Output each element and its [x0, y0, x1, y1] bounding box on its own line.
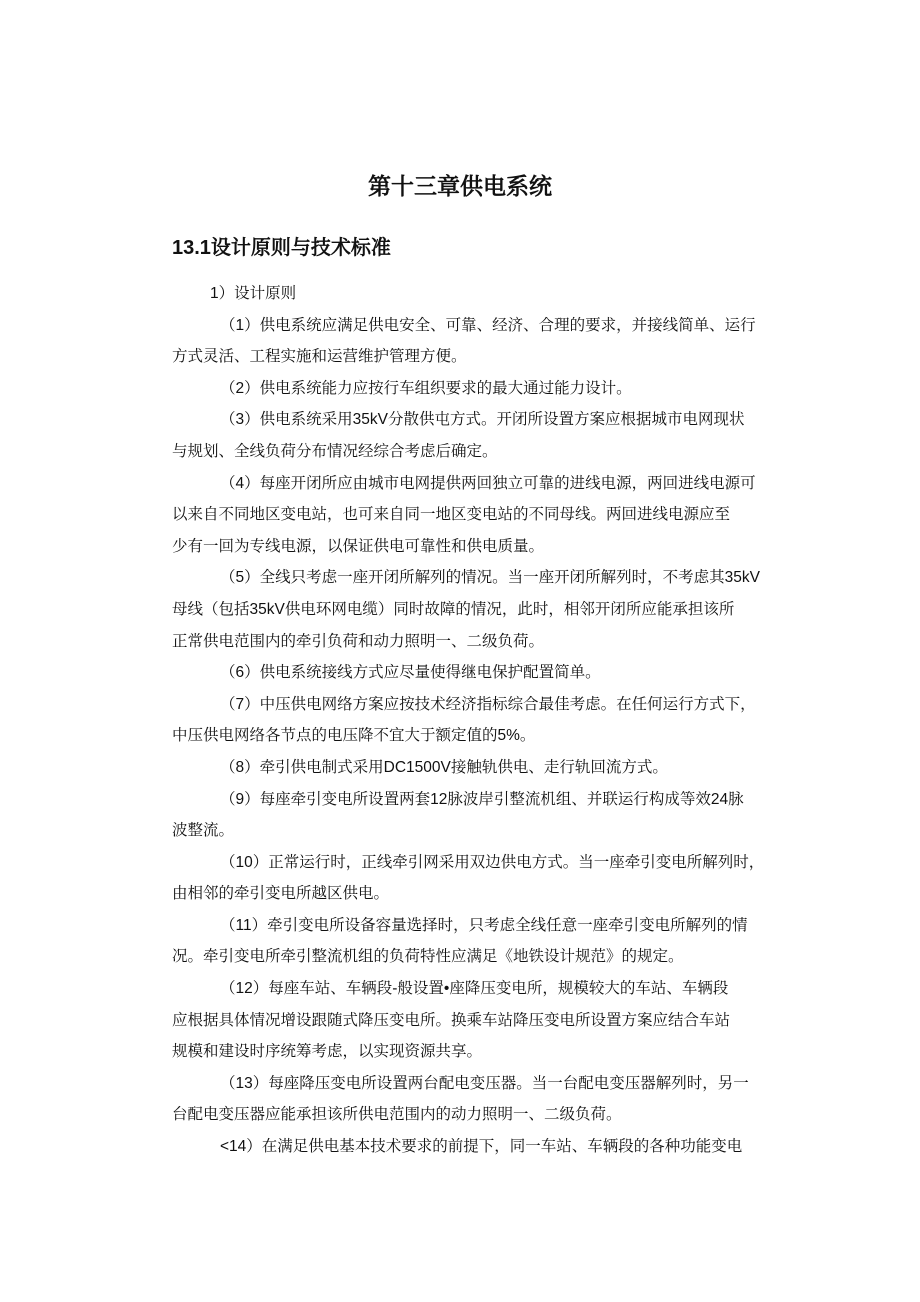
paragraph-line: 母线（包括35kV供电环网电缆）同时故障的情况，此时，相邻开闭所应能承担该所	[172, 600, 735, 618]
paragraph-line: 正常供电范围内的牵引负荷和动力照明一、二级负荷。	[172, 632, 545, 650]
paragraph-line: （10）正常运行时，正线牵引网采用双边供电方式。当一座牵引变电所解列时，	[220, 853, 765, 871]
paragraph-line: （1）供电系统应满足供电安全、可靠、经济、合理的要求，并接线简单、运行	[220, 316, 756, 334]
paragraph-line: <14）在满足供电基本技术要求的前提下，同一车站、车辆段的各种功能变电	[220, 1138, 743, 1156]
chapter-title: 第十三章供电系统	[368, 173, 552, 199]
paragraph-line: 中压供电网络各节点的电压降不宜大于额定值的5%。	[172, 727, 536, 745]
paragraph	[172, 657, 812, 689]
document-body	[172, 278, 812, 1163]
paragraph	[172, 973, 812, 1068]
paragraph-line: 规模和建设时序统筹考虑，以实现资源共享。	[172, 1043, 483, 1061]
paragraph-line: （7）中压供电网络方案应按技术经济指标综合最佳考虑。在任何运行方式下，	[220, 695, 756, 713]
paragraph-line: （5）全线只考虑一座开闭所解列的情况。当一座开闭所解列时，不考虑其35kV	[220, 569, 760, 587]
paragraph-line: 少有一回为专线电源，以保证供电可靠性和供电质量。	[172, 537, 545, 555]
paragraph	[172, 404, 812, 467]
paragraph-list	[172, 310, 812, 1163]
paragraph-line: （12）每座车站、车辆段-般设置•座降压变电所，规模较大的车站、车辆段	[220, 980, 729, 998]
paragraph-line: 应根据具体情况增设跟随式降压变电所。换乘车站降压变电所设置方案应结合车站	[172, 1011, 731, 1029]
paragraph	[172, 784, 812, 847]
paragraph	[172, 1068, 812, 1131]
section-heading: 13.1设计原则与技术标准	[172, 237, 391, 259]
paragraph-line: （9）每座牵引变电所设置两套12脉波岸引整流机组、并联运行构成等效24脉	[220, 790, 744, 808]
paragraph-line: 波整流。	[172, 822, 235, 840]
paragraph-line: 台配电变压器应能承担该所供电范围内的动力照明一、二级负荷。	[172, 1106, 622, 1124]
paragraph-line: 方式灵活、工程实施和运营维护管理方便。	[172, 348, 467, 366]
paragraph-line: （13）每座降压变电所设置两台配电变压器。当一台配电变压器解列时，另一	[220, 1074, 749, 1092]
paragraph-line: （11）牵引变电所设备容量选择时，只考虑全线任意一座牵引变电所解列的情	[220, 916, 748, 934]
paragraph-line: 况。牵引变电所牵引整流机组的负荷特性应满足《地铁设计规范》的规定。	[172, 948, 684, 966]
paragraph-line: （3）供电系统采用35kV分散供屯方式。开闭所设置方案应根据城市电网现状	[220, 411, 745, 429]
paragraph-line: （6）供电系统接线方式应尽量使得继电保护配置简单。	[220, 664, 601, 682]
subsection-heading: 1）设计原则	[210, 285, 297, 302]
paragraph	[172, 847, 812, 910]
paragraph	[172, 468, 812, 563]
paragraph	[172, 373, 812, 405]
paragraph-line: 与规划、全线负荷分布情况经综合考虑后确定。	[172, 442, 498, 460]
paragraph	[172, 689, 812, 752]
paragraph-line: （2）供电系统能力应按行车组织要求的最大通过能力设计。	[220, 379, 632, 397]
paragraph	[172, 752, 812, 784]
paragraph	[172, 910, 812, 973]
paragraph	[172, 562, 812, 657]
paragraph	[172, 310, 812, 373]
paragraph	[172, 1131, 812, 1163]
paragraph-line: 由相邻的牵引变电所越区供电。	[172, 885, 390, 903]
paragraph-line: 以来自不同地区变电站，也可来自同一地区变电站的不同母线。两回进线电源应至	[172, 506, 731, 524]
paragraph-line: （8）牵引供电制式采用DC1500V接触轨供电、走行轨回流方式。	[220, 758, 668, 776]
paragraph-line: （4）每座开闭所应由城市电网提供两回独立可靠的进线电源，两回进线电源可	[220, 474, 756, 492]
